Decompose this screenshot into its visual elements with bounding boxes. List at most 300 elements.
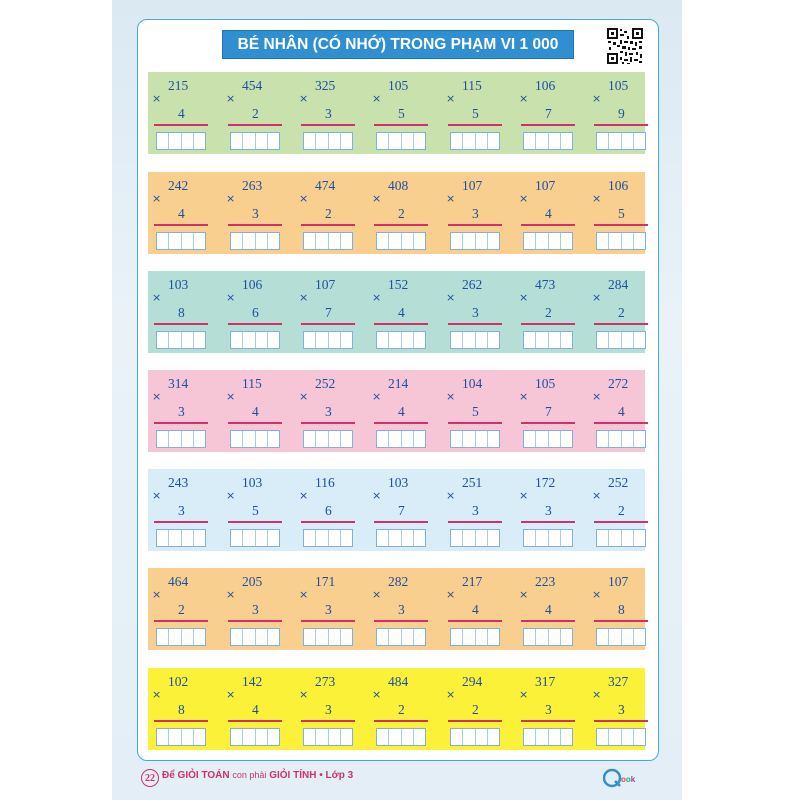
answer-cell[interactable] (316, 431, 328, 447)
answer-cell[interactable] (549, 629, 561, 645)
multiplication-problem (592, 469, 654, 551)
answer-cell[interactable] (316, 133, 328, 149)
answer-cell[interactable] (169, 233, 181, 249)
answer-boxes[interactable] (303, 331, 353, 349)
answer-boxes[interactable] (376, 430, 426, 448)
answer-boxes[interactable] (376, 132, 426, 150)
answer-cell[interactable] (414, 332, 425, 348)
answer-boxes[interactable] (523, 628, 573, 646)
answer-cell[interactable] (243, 233, 255, 249)
answer-cell[interactable] (414, 530, 425, 546)
answer-cell[interactable] (536, 729, 548, 745)
answer-cell[interactable] (549, 431, 561, 447)
answer-cell[interactable] (451, 133, 463, 149)
answer-cell[interactable] (402, 233, 414, 249)
answer-cell[interactable] (194, 332, 205, 348)
result-line (374, 521, 428, 523)
result-line (154, 720, 208, 722)
answer-cell[interactable] (341, 233, 352, 249)
answer-cell[interactable] (389, 431, 401, 447)
multiplication-problem (152, 172, 214, 254)
answer-cell[interactable] (597, 629, 609, 645)
answer-boxes[interactable] (376, 628, 426, 646)
answer-cell[interactable] (451, 431, 463, 447)
answer-cell[interactable] (256, 233, 268, 249)
answer-cell[interactable] (536, 133, 548, 149)
answer-cell[interactable] (451, 629, 463, 645)
answer-boxes[interactable] (596, 628, 646, 646)
answer-cell[interactable] (377, 133, 389, 149)
answer-cell[interactable] (268, 133, 279, 149)
answer-cell[interactable] (634, 629, 645, 645)
multiplicand: 215 (168, 78, 189, 93)
multiplicand: 107 (462, 178, 483, 193)
answer-cell[interactable] (268, 332, 279, 348)
answer-cell[interactable] (536, 530, 548, 546)
answer-cell[interactable] (169, 729, 181, 745)
answer-cell[interactable] (194, 133, 205, 149)
answer-cell[interactable] (622, 729, 634, 745)
answer-cell[interactable] (561, 530, 572, 546)
answer-boxes[interactable] (156, 331, 206, 349)
answer-cell[interactable] (243, 729, 255, 745)
answer-cell[interactable] (194, 431, 205, 447)
answer-cell[interactable] (451, 233, 463, 249)
answer-boxes[interactable] (376, 728, 426, 746)
answer-boxes[interactable] (596, 232, 646, 250)
answer-cell[interactable] (561, 133, 572, 149)
answer-cell[interactable] (549, 332, 561, 348)
answer-cell[interactable] (389, 133, 401, 149)
result-line (154, 323, 208, 325)
answer-cell[interactable] (536, 431, 548, 447)
answer-boxes[interactable] (156, 529, 206, 547)
answer-cell[interactable] (524, 629, 536, 645)
answer-cell[interactable] (169, 629, 181, 645)
answer-cell[interactable] (304, 729, 316, 745)
multiplicand: 172 (535, 475, 556, 490)
answer-cell[interactable] (182, 431, 194, 447)
answer-boxes[interactable] (523, 529, 573, 547)
answer-cell[interactable] (304, 431, 316, 447)
answer-cell[interactable] (463, 133, 475, 149)
answer-cell[interactable] (536, 233, 548, 249)
answer-cell[interactable] (561, 729, 572, 745)
answer-cell[interactable] (341, 729, 352, 745)
page-number: 22 (141, 769, 159, 787)
answer-cell[interactable] (341, 431, 352, 447)
multiplier: 5 (472, 404, 479, 419)
answer-cell[interactable] (169, 133, 181, 149)
answer-cell[interactable] (597, 729, 609, 745)
answer-cell[interactable] (182, 233, 194, 249)
multiplicand: 223 (535, 574, 556, 589)
times-sign: × (592, 390, 602, 403)
answer-cell[interactable] (451, 729, 463, 745)
answer-boxes[interactable] (450, 430, 500, 448)
answer-cell[interactable] (402, 332, 414, 348)
answer-cell[interactable] (414, 133, 425, 149)
answer-boxes[interactable] (376, 331, 426, 349)
answer-cell[interactable] (609, 233, 621, 249)
answer-boxes[interactable] (596, 529, 646, 547)
answer-cell[interactable] (476, 133, 488, 149)
answer-boxes[interactable] (596, 132, 646, 150)
answer-boxes[interactable] (450, 728, 500, 746)
answer-cell[interactable] (414, 729, 425, 745)
answer-cell[interactable] (389, 530, 401, 546)
answer-cell[interactable] (622, 629, 634, 645)
answer-cell[interactable] (414, 233, 425, 249)
answer-cell[interactable] (463, 332, 475, 348)
answer-boxes[interactable] (303, 529, 353, 547)
answer-cell[interactable] (536, 332, 548, 348)
answer-cell[interactable] (157, 530, 169, 546)
answer-boxes[interactable] (156, 430, 206, 448)
answer-boxes[interactable] (523, 331, 573, 349)
answer-cell[interactable] (609, 133, 621, 149)
answer-cell[interactable] (524, 431, 536, 447)
answer-cell[interactable] (536, 629, 548, 645)
answer-cell[interactable] (476, 629, 488, 645)
answer-cell[interactable] (169, 530, 181, 546)
multiplication-problem (446, 370, 508, 452)
answer-cell[interactable] (304, 629, 316, 645)
answer-cell[interactable] (243, 530, 255, 546)
answer-cell[interactable] (268, 629, 279, 645)
answer-cell[interactable] (389, 629, 401, 645)
answer-cell[interactable] (256, 332, 268, 348)
answer-cell[interactable] (256, 729, 268, 745)
answer-cell[interactable] (451, 332, 463, 348)
answer-cell[interactable] (524, 530, 536, 546)
answer-boxes[interactable] (230, 728, 280, 746)
result-line (594, 224, 648, 226)
result-line (448, 720, 502, 722)
answer-cell[interactable] (377, 729, 389, 745)
answer-cell[interactable] (402, 530, 414, 546)
answer-cell[interactable] (329, 431, 341, 447)
answer-cell[interactable] (488, 233, 499, 249)
answer-cell[interactable] (402, 629, 414, 645)
multiplication-problem (519, 271, 581, 353)
multiplication-problem (372, 668, 434, 750)
answer-cell[interactable] (549, 133, 561, 149)
answer-cell[interactable] (256, 133, 268, 149)
answer-cell[interactable] (549, 233, 561, 249)
answer-cell[interactable] (316, 530, 328, 546)
answer-cell[interactable] (634, 332, 645, 348)
answer-cell[interactable] (389, 233, 401, 249)
answer-cell[interactable] (488, 431, 499, 447)
answer-cell[interactable] (609, 629, 621, 645)
answer-cell[interactable] (182, 530, 194, 546)
answer-cell[interactable] (182, 729, 194, 745)
answer-cell[interactable] (524, 233, 536, 249)
answer-cell[interactable] (157, 431, 169, 447)
answer-cell[interactable] (304, 133, 316, 149)
answer-cell[interactable] (157, 133, 169, 149)
answer-cell[interactable] (243, 629, 255, 645)
answer-cell[interactable] (402, 729, 414, 745)
answer-cell[interactable] (304, 233, 316, 249)
answer-cell[interactable] (182, 133, 194, 149)
answer-cell[interactable] (634, 133, 645, 149)
times-sign: × (372, 588, 382, 601)
answer-cell[interactable] (231, 629, 243, 645)
answer-cell[interactable] (463, 729, 475, 745)
answer-cell[interactable] (329, 729, 341, 745)
result-line (228, 720, 282, 722)
answer-cell[interactable] (561, 431, 572, 447)
answer-cell[interactable] (609, 332, 621, 348)
answer-boxes[interactable] (303, 430, 353, 448)
answer-cell[interactable] (341, 629, 352, 645)
answer-cell[interactable] (597, 332, 609, 348)
answer-cell[interactable] (182, 332, 194, 348)
answer-cell[interactable] (476, 233, 488, 249)
answer-boxes[interactable] (230, 529, 280, 547)
answer-cell[interactable] (329, 332, 341, 348)
answer-boxes[interactable] (450, 232, 500, 250)
answer-cell[interactable] (194, 629, 205, 645)
multiplicand: 474 (315, 178, 336, 193)
answer-cell[interactable] (634, 431, 645, 447)
multiplication-problem (519, 172, 581, 254)
answer-boxes[interactable] (230, 132, 280, 150)
answer-boxes[interactable] (230, 628, 280, 646)
times-sign: × (226, 489, 236, 502)
answer-cell[interactable] (194, 729, 205, 745)
answer-cell[interactable] (341, 332, 352, 348)
multiplicand: 473 (535, 277, 556, 292)
multiplicand: 103 (242, 475, 263, 490)
answer-cell[interactable] (622, 133, 634, 149)
answer-cell[interactable] (231, 530, 243, 546)
answer-cell[interactable] (634, 233, 645, 249)
result-line (594, 124, 648, 126)
answer-cell[interactable] (622, 233, 634, 249)
answer-cell[interactable] (243, 133, 255, 149)
exercise-band (148, 172, 645, 254)
answer-cell[interactable] (561, 332, 572, 348)
answer-cell[interactable] (597, 133, 609, 149)
answer-cell[interactable] (316, 233, 328, 249)
answer-cell[interactable] (609, 431, 621, 447)
result-line (301, 323, 355, 325)
answer-cell[interactable] (402, 431, 414, 447)
answer-cell[interactable] (414, 629, 425, 645)
multiplicand: 408 (388, 178, 409, 193)
answer-boxes[interactable] (596, 331, 646, 349)
answer-boxes[interactable] (156, 132, 206, 150)
answer-boxes[interactable] (303, 132, 353, 150)
answer-cell[interactable] (194, 233, 205, 249)
times-sign: × (446, 192, 456, 205)
answer-cell[interactable] (231, 332, 243, 348)
answer-cell[interactable] (597, 530, 609, 546)
answer-cell[interactable] (549, 530, 561, 546)
answer-cell[interactable] (561, 233, 572, 249)
multiplication-problem (152, 469, 214, 551)
answer-boxes[interactable] (450, 132, 500, 150)
answer-boxes[interactable] (156, 628, 206, 646)
answer-cell[interactable] (329, 233, 341, 249)
answer-boxes[interactable] (596, 728, 646, 746)
answer-boxes[interactable] (230, 430, 280, 448)
answer-cell[interactable] (463, 431, 475, 447)
answer-cell[interactable] (256, 629, 268, 645)
times-sign: × (299, 688, 309, 701)
answer-cell[interactable] (157, 729, 169, 745)
answer-cell[interactable] (597, 233, 609, 249)
answer-cell[interactable] (488, 530, 499, 546)
answer-boxes[interactable] (450, 331, 500, 349)
multiplication-problem (152, 72, 214, 154)
answer-cell[interactable] (414, 431, 425, 447)
answer-cell[interactable] (316, 629, 328, 645)
multiplicand: 105 (388, 78, 409, 93)
answer-cell[interactable] (169, 332, 181, 348)
answer-cell[interactable] (194, 530, 205, 546)
times-sign: × (299, 390, 309, 403)
answer-cell[interactable] (488, 629, 499, 645)
result-line (448, 323, 502, 325)
answer-cell[interactable] (488, 133, 499, 149)
answer-cell[interactable] (169, 431, 181, 447)
answer-cell[interactable] (524, 133, 536, 149)
answer-cell[interactable] (402, 133, 414, 149)
multiplication-problem (226, 568, 288, 650)
answer-cell[interactable] (488, 332, 499, 348)
multiplier: 2 (618, 503, 625, 518)
answer-cell[interactable] (561, 629, 572, 645)
answer-boxes[interactable] (596, 430, 646, 448)
times-sign: × (226, 588, 236, 601)
multiplier: 4 (398, 305, 405, 320)
answer-cell[interactable] (243, 431, 255, 447)
answer-cell[interactable] (622, 530, 634, 546)
answer-cell[interactable] (256, 530, 268, 546)
multiplicand: 205 (242, 574, 263, 589)
answer-boxes[interactable] (450, 529, 500, 547)
answer-boxes[interactable] (156, 728, 206, 746)
answer-cell[interactable] (476, 729, 488, 745)
answer-boxes[interactable] (156, 232, 206, 250)
answer-boxes[interactable] (303, 232, 353, 250)
answer-boxes[interactable] (450, 628, 500, 646)
answer-cell[interactable] (304, 530, 316, 546)
answer-boxes[interactable] (303, 728, 353, 746)
book-title-part1: Để GIỎI TOÁN (162, 770, 230, 781)
answer-boxes[interactable] (303, 628, 353, 646)
answer-cell[interactable] (476, 530, 488, 546)
answer-cell[interactable] (476, 431, 488, 447)
answer-cell[interactable] (231, 233, 243, 249)
answer-cell[interactable] (389, 332, 401, 348)
multiplier: 4 (398, 404, 405, 419)
answer-cell[interactable] (341, 530, 352, 546)
answer-cell[interactable] (622, 332, 634, 348)
answer-cell[interactable] (609, 530, 621, 546)
multiplier: 7 (325, 305, 332, 320)
answer-boxes[interactable] (523, 430, 573, 448)
answer-boxes[interactable] (523, 232, 573, 250)
answer-cell[interactable] (182, 629, 194, 645)
result-line (374, 124, 428, 126)
answer-cell[interactable] (488, 729, 499, 745)
answer-boxes[interactable] (523, 728, 573, 746)
multiplier: 3 (398, 602, 405, 617)
answer-cell[interactable] (476, 332, 488, 348)
answer-cell[interactable] (231, 729, 243, 745)
answer-cell[interactable] (634, 530, 645, 546)
answer-cell[interactable] (377, 530, 389, 546)
times-sign: × (152, 489, 162, 502)
answer-boxes[interactable] (230, 232, 280, 250)
times-sign: × (372, 291, 382, 304)
answer-cell[interactable] (157, 629, 169, 645)
answer-cell[interactable] (622, 431, 634, 447)
answer-cell[interactable] (341, 133, 352, 149)
answer-cell[interactable] (463, 629, 475, 645)
answer-cell[interactable] (268, 530, 279, 546)
answer-cell[interactable] (268, 233, 279, 249)
answer-cell[interactable] (463, 233, 475, 249)
answer-cell[interactable] (377, 233, 389, 249)
answer-boxes[interactable] (523, 132, 573, 150)
multiplicand: 325 (315, 78, 336, 93)
answer-cell[interactable] (451, 530, 463, 546)
answer-cell[interactable] (524, 332, 536, 348)
answer-boxes[interactable] (376, 232, 426, 250)
answer-cell[interactable] (377, 431, 389, 447)
answer-cell[interactable] (377, 629, 389, 645)
multiplication-problem (446, 172, 508, 254)
answer-cell[interactable] (329, 629, 341, 645)
answer-cell[interactable] (329, 133, 341, 149)
times-sign: × (226, 192, 236, 205)
answer-cell[interactable] (231, 431, 243, 447)
result-line (448, 422, 502, 424)
answer-boxes[interactable] (376, 529, 426, 547)
answer-cell[interactable] (157, 332, 169, 348)
answer-cell[interactable] (256, 431, 268, 447)
answer-cell[interactable] (609, 729, 621, 745)
answer-cell[interactable] (524, 729, 536, 745)
answer-cell[interactable] (329, 530, 341, 546)
answer-cell[interactable] (268, 729, 279, 745)
answer-cell[interactable] (549, 729, 561, 745)
answer-cell[interactable] (243, 332, 255, 348)
answer-cell[interactable] (377, 332, 389, 348)
answer-cell[interactable] (463, 530, 475, 546)
answer-cell[interactable] (316, 332, 328, 348)
result-line (301, 720, 355, 722)
answer-cell[interactable] (597, 431, 609, 447)
multiplication-problem (226, 271, 288, 353)
book-title-part3: GIỎI TÍNH (269, 770, 317, 781)
answer-cell[interactable] (304, 332, 316, 348)
answer-cell[interactable] (157, 233, 169, 249)
answer-cell[interactable] (268, 431, 279, 447)
answer-boxes[interactable] (230, 331, 280, 349)
answer-cell[interactable] (316, 729, 328, 745)
answer-cell[interactable] (231, 133, 243, 149)
answer-cell[interactable] (634, 729, 645, 745)
multiplication-problem (372, 568, 434, 650)
answer-cell[interactable] (389, 729, 401, 745)
